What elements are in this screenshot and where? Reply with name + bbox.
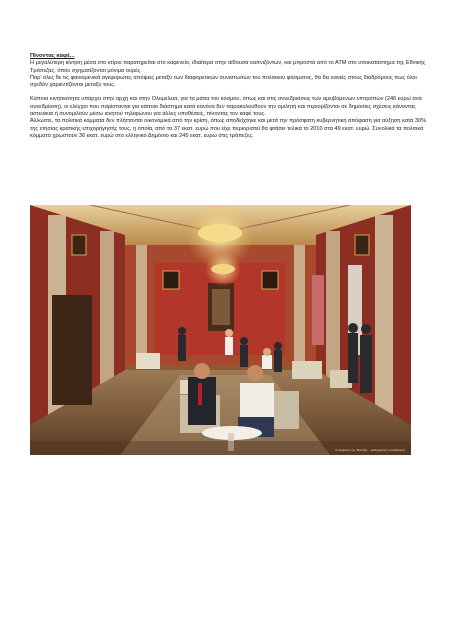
paragraph-2: Παρ' όλες δε τις φαινομενικά αγεφύρωτες απόψεις μεταξύ των διαφορετικών συνιστωσών του πολιτικού φάσματος, θα δει κανείς στους διαδρόμους πως όλοι σχεδόν χαριεντίζονται μεταξύ τους. [30, 74, 417, 89]
paragraph-1: Η μεγαλύτερη κίνηση μέσα στο κτίριο παρατηρείται στο καφενείο, ιδιαίτερα στην αίθουσα καπνιζόντων, και μπροστά από το ΑΤΜ στο υποκατάστημα της Εθνικής Τράπεζας, όπου σχηματίζονται μόνιμα ουρές. [30, 60, 426, 74]
parliament-cafe-photo [30, 205, 411, 455]
photo-illustration [30, 205, 411, 455]
article-text [30, 53, 430, 140]
photo-caption: Ο καφενές της Βουλής... καθημερινή συνάθροιση [335, 448, 405, 452]
paragraph-4: Άλλωστε, τα πολιτικά κόμματα δεν πλήττονται οικονομικά από την κρίση, όπως αποδείχτηκε και μετά την πρόσφατη κυβερνητική απόφαση για αύξηση κατά 30% της ετήσιας κρατικής επιχορήγησής τους, η οποία, από τα 37 εκατ. ευρώ που είχε περιοριστεί θα φτάσει τελικά το 2010 στα 49 εκατ. ευρώ. Συνολικά τα πολιτικά κόμματα χρωστούν 36 εκατ. ευρώ στο ελληνικό Δημόσιο και 245 εκατ. ευρώ στις τράπεζες. [30, 118, 427, 139]
article-heading: Πίνοντας καφέ... [30, 53, 75, 59]
paragraph-3: Κάποια κινητικότητα υπάρχει στην αρχή και στην Ολομέλεια, για τα μάτια του κόσμου, όπως και στις συνεδριάσεις των αμειβόμενων επιτροπών (246 ευρώ ανά συνεδρίαση), οι ελέγχοι που παρίστανται για κάποιο διάστημα κατά κανόνα δεν παρακολουθούν την ομιλητή και περιορίζονται σε δημόσιες σχέσεις κάνοντας αστειάκια ή συνομιλούν μέσω κινητού τηλεφώνου για άλλες υποθέσεις, πίνοντας τον καφέ τους. [30, 96, 422, 118]
